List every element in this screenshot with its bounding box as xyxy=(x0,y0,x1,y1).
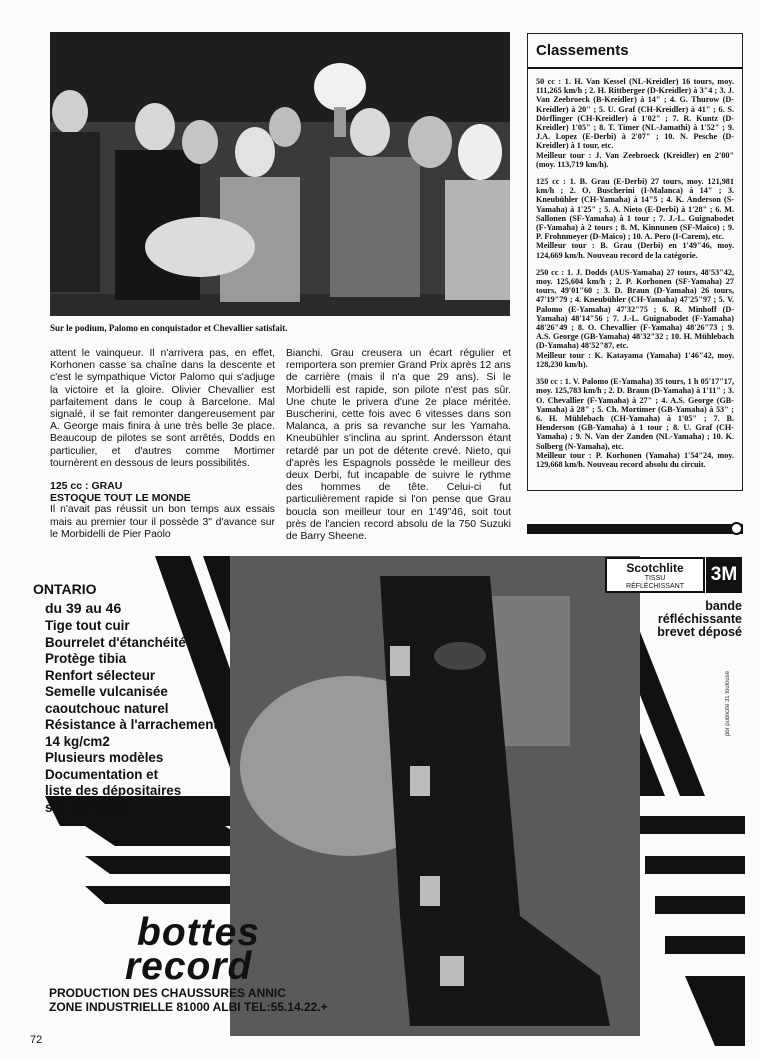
boot-photo xyxy=(230,556,640,1036)
ad-feature: sur demande xyxy=(45,799,129,815)
page-number: 72 xyxy=(30,1034,43,1046)
article-paragraph: attent le vainqueur. Il n'arrivera pas, en effet, Korhonen casse sa chaîne dans la descente et c'est le sympathique Victor Palomo qui s'adjuge la victoire et la gloire. Olivier Chevallier est parfaitement dans le coup à Barcelone. Mal signalé, il se fait remonter dangereusement par A. George mais finira à une très belle 3e place. Beaucoup de pilotes se sont arrêtés, Dodds en particulier, et d'autres comme Mortimer tournèrent en dessous de leurs possibilités. xyxy=(50,348,275,469)
diamond-icon xyxy=(730,522,743,535)
ad-sizes: du 39 au 46 xyxy=(45,600,122,616)
result-entry xyxy=(536,377,734,469)
production-prefix: PRODUCTION DES CHAUSSURES xyxy=(49,986,246,1000)
brand-line: bottes xyxy=(137,911,260,954)
best-lap-text: Meilleur tour : K. Katayama (Yamaha) 1'46"42, moy. 128,230 km/h). xyxy=(536,350,734,369)
result-entry xyxy=(536,77,734,169)
classements-rule xyxy=(528,67,742,69)
ad-feature: Résistance à l'arrachement : xyxy=(45,717,227,732)
production-address: ZONE INDUSTRIELLE 81000 ALBI TEL:55.14.22.+ xyxy=(49,1000,328,1014)
classements-title: Classements xyxy=(536,42,629,59)
podium-photo xyxy=(50,32,510,316)
scotchlite-subtitle xyxy=(607,575,703,591)
ad-feature: Semelle vulcanisée xyxy=(45,684,168,699)
production-info xyxy=(49,986,328,1014)
section-heading xyxy=(50,480,275,504)
result-text: 350 cc : 1. V. Palomo (E-Yamaha) 35 tours, 1 h 05'17"17, moy. 125,783 km/h ; 2. D. Braun (D-Yamaha) à 1'11" ; 3. O. Chevallier (F-Yamaha) à 27" ; 4. A.S. George (GB-Yamaha) à 28" ; 5. Ch. Mortimer (GB-Yamaha) à 53" ; 6. H. Mühlebach (CH-Yamaha) à 1'05" ; 7. B. Henderson (GB-Yamaha) à 1 tour ; 8. U. Graf (CH-Yamaha) ; 9. N. Van der Zanden (NL-Yamaha) ; 10. K. Solberg (N-Yamaha), etc. xyxy=(536,377,734,451)
photo-caption: Sur le podium, Palomo en conquistador et Chevallier satisfait. xyxy=(50,323,288,333)
ad-feature: Bourrelet d'étanchéité xyxy=(45,634,186,650)
ad-band-line: bande réfléchissante xyxy=(657,599,742,626)
boot-illustration xyxy=(230,556,640,1036)
ad-feature: liste des dépositaires xyxy=(45,783,182,798)
ad-feature: Protège tibia xyxy=(45,651,127,666)
production-line xyxy=(49,986,328,1000)
ad-feature: Plusieurs modèles xyxy=(45,750,164,765)
best-lap-text: Meilleur tour : J. Van Zeebroeck (Kreidler) en 2'00" (moy. 113,719 km/h). xyxy=(536,150,734,169)
scotchlite-box xyxy=(605,557,705,593)
ad-feature: Documentation et xyxy=(45,766,159,782)
ad-reflective-band xyxy=(620,600,742,639)
ad-model-name: ONTARIO xyxy=(33,581,97,597)
ad-feature: Tige tout cuir xyxy=(45,618,130,633)
article-column-1 xyxy=(50,348,275,541)
ad-feature-list xyxy=(45,618,226,816)
article-column-2 xyxy=(286,348,511,543)
scotchlite-subtitle-line: RÉFLÉCHISSANT xyxy=(626,583,684,590)
result-text: 125 cc : 1. B. Grau (E-Derbi) 27 tours, moy. 121,981 km/h ; 2. O. Buscherini (I-Malanca) à 14" ; 3. Kneubühler (CH-Yamaha) à 14"5 ; 4. K. Anderson (S-Yamaha) à 1'25" ; 5. A. Nieto (E-Derbi) à 1'28" ; 6. M. Sallonen (SF-Yamaha) à 1 tour ; 7. J.-L. Guignabodet (F-Yamaha) à 2 tours ; 8. M. Kinnunen (SF-Maico) ; 9. P. Frohnmeyer (D-Maico) ; 10. A. Pero (I-Carem), etc. xyxy=(536,177,734,242)
section-heading-line: ESTOQUE TOUT LE MONDE xyxy=(50,492,191,505)
best-lap-text: Meilleur tour : B. Grau (Derbi) en 1'49"46, moy. 124,669 km/h. Nouveau record de la catégorie. xyxy=(536,241,734,260)
section-heading-line: 125 cc : GRAU xyxy=(50,480,123,493)
3m-mark: 3M xyxy=(706,557,742,593)
article-paragraph: Bianchi. Grau creusera un écart régulier et remportera son premier Grand Prix après 12 ans de carrière (mais il n'a que 29 ans). Si le Morbidelli est rapide, son pilote n'est pas sûr. Une chute le privera d'une 2e place méritée. Buscherini, cette fois avec 6 vitesses dans son Malanca, a pris sa revanche sur les Yamaha. Kneubühler s'inclina au sprint. Andersson étant retardé par un pot de détente crevé. Nieto, qui d'après les Espagnols possède le meilleur des deux Derbi, fut incapable de suivre le rythme des hommes de tête. Celui-ci fut particulièrement rapide si l'on pense que Grau boucla son meilleur tour en 1'49"46, soit tout près de l'ancien record absolu de la 750 Suzuki de Barry Sheene. xyxy=(286,348,511,543)
result-entry xyxy=(536,177,734,260)
ad-feature: caoutchouc naturel xyxy=(45,700,169,716)
scotchlite-name: Scotchlite xyxy=(626,561,684,575)
brand-logo-text xyxy=(113,911,260,988)
result-text: 250 cc : 1. J. Dodds (AUS-Yamaha) 27 tours, 48'53"42, moy. 125,604 km/h ; 2. P. Korhonen (SF-Yamaha) 27 tours, 49'01"60 ; 3. D. Braun (D-Yamaha) 26 tours, 47'19"79 ; 4. Kneubühler (CH-Yamaha) 47'25"97 ; 5. V. Palomo (E-Yamaha) 47'32"75 ; 6. R. Minhoff (D-Yamaha) 48'14"56 ; 7. J.-L. Guignabodet (F-Yamaha) 48'26"49 ; 8. O. Chevallier (F-Yamaha) 48'26"73 ; 9. A.S. George (GB-Yamaha) 48'32"32 ; 10. H. Mühlebach (D-Yamaha) 48'52"87, etc. xyxy=(536,267,734,351)
article-paragraph: Il n'avait pas réussit un bon temps aux essais mais au premier tour il possède 3" d'avance sur le Morbidelli de Pier Paolo xyxy=(50,504,275,540)
podium-photo-illustration xyxy=(50,32,510,316)
production-brand: ANNIC xyxy=(247,986,286,1000)
ad-feature: Renfort sélecteur xyxy=(45,667,156,683)
scotchlite-subtitle-line: TISSU xyxy=(644,575,666,582)
result-text: 50 cc : 1. H. Van Kessel (NL-Kreidler) 16 tours, moy. 111,265 km/h ; 2. H. Rittberger (D-Kreidler) à 3"4 ; 3. J. Van Zeebroeck (B-Kreidler) à 14" ; 4. G. Thurow (D-Kreidler) à 20" ; 5. U. Graf (CH-Kreidler) à 41" ; 6. S. Dörflinger (CH-Kreidler) à 1'02" ; 7. R. Kuntz (D-Kreidler) 1'05" ; 8. T. Timer (NL-Jamathi) à 1'52" ; 9. J.A. Lopez (E-Derbi) à 2'07" ; 10. N. Pesche (D-Kreidler) à 1 tour, etc. xyxy=(536,77,734,151)
ad-agency-credit: pbr publicité 31 toulouse xyxy=(725,671,731,737)
brand-line: record xyxy=(125,945,253,988)
section-divider-bar xyxy=(527,524,743,534)
boots-advertisement xyxy=(25,556,745,1046)
ad-feature: 14 kg/cm2 xyxy=(45,733,110,749)
scotchlite-3m-logo xyxy=(605,557,742,593)
ad-band-line: brevet déposé xyxy=(657,625,742,639)
classements-box xyxy=(527,33,743,491)
result-entry xyxy=(536,268,734,369)
best-lap-text: Meilleur tour : P. Korhonen (Yamaha) 1'54"24, moy. 129,668 km/h. Nouveau record absolu du circuit. xyxy=(536,450,734,469)
